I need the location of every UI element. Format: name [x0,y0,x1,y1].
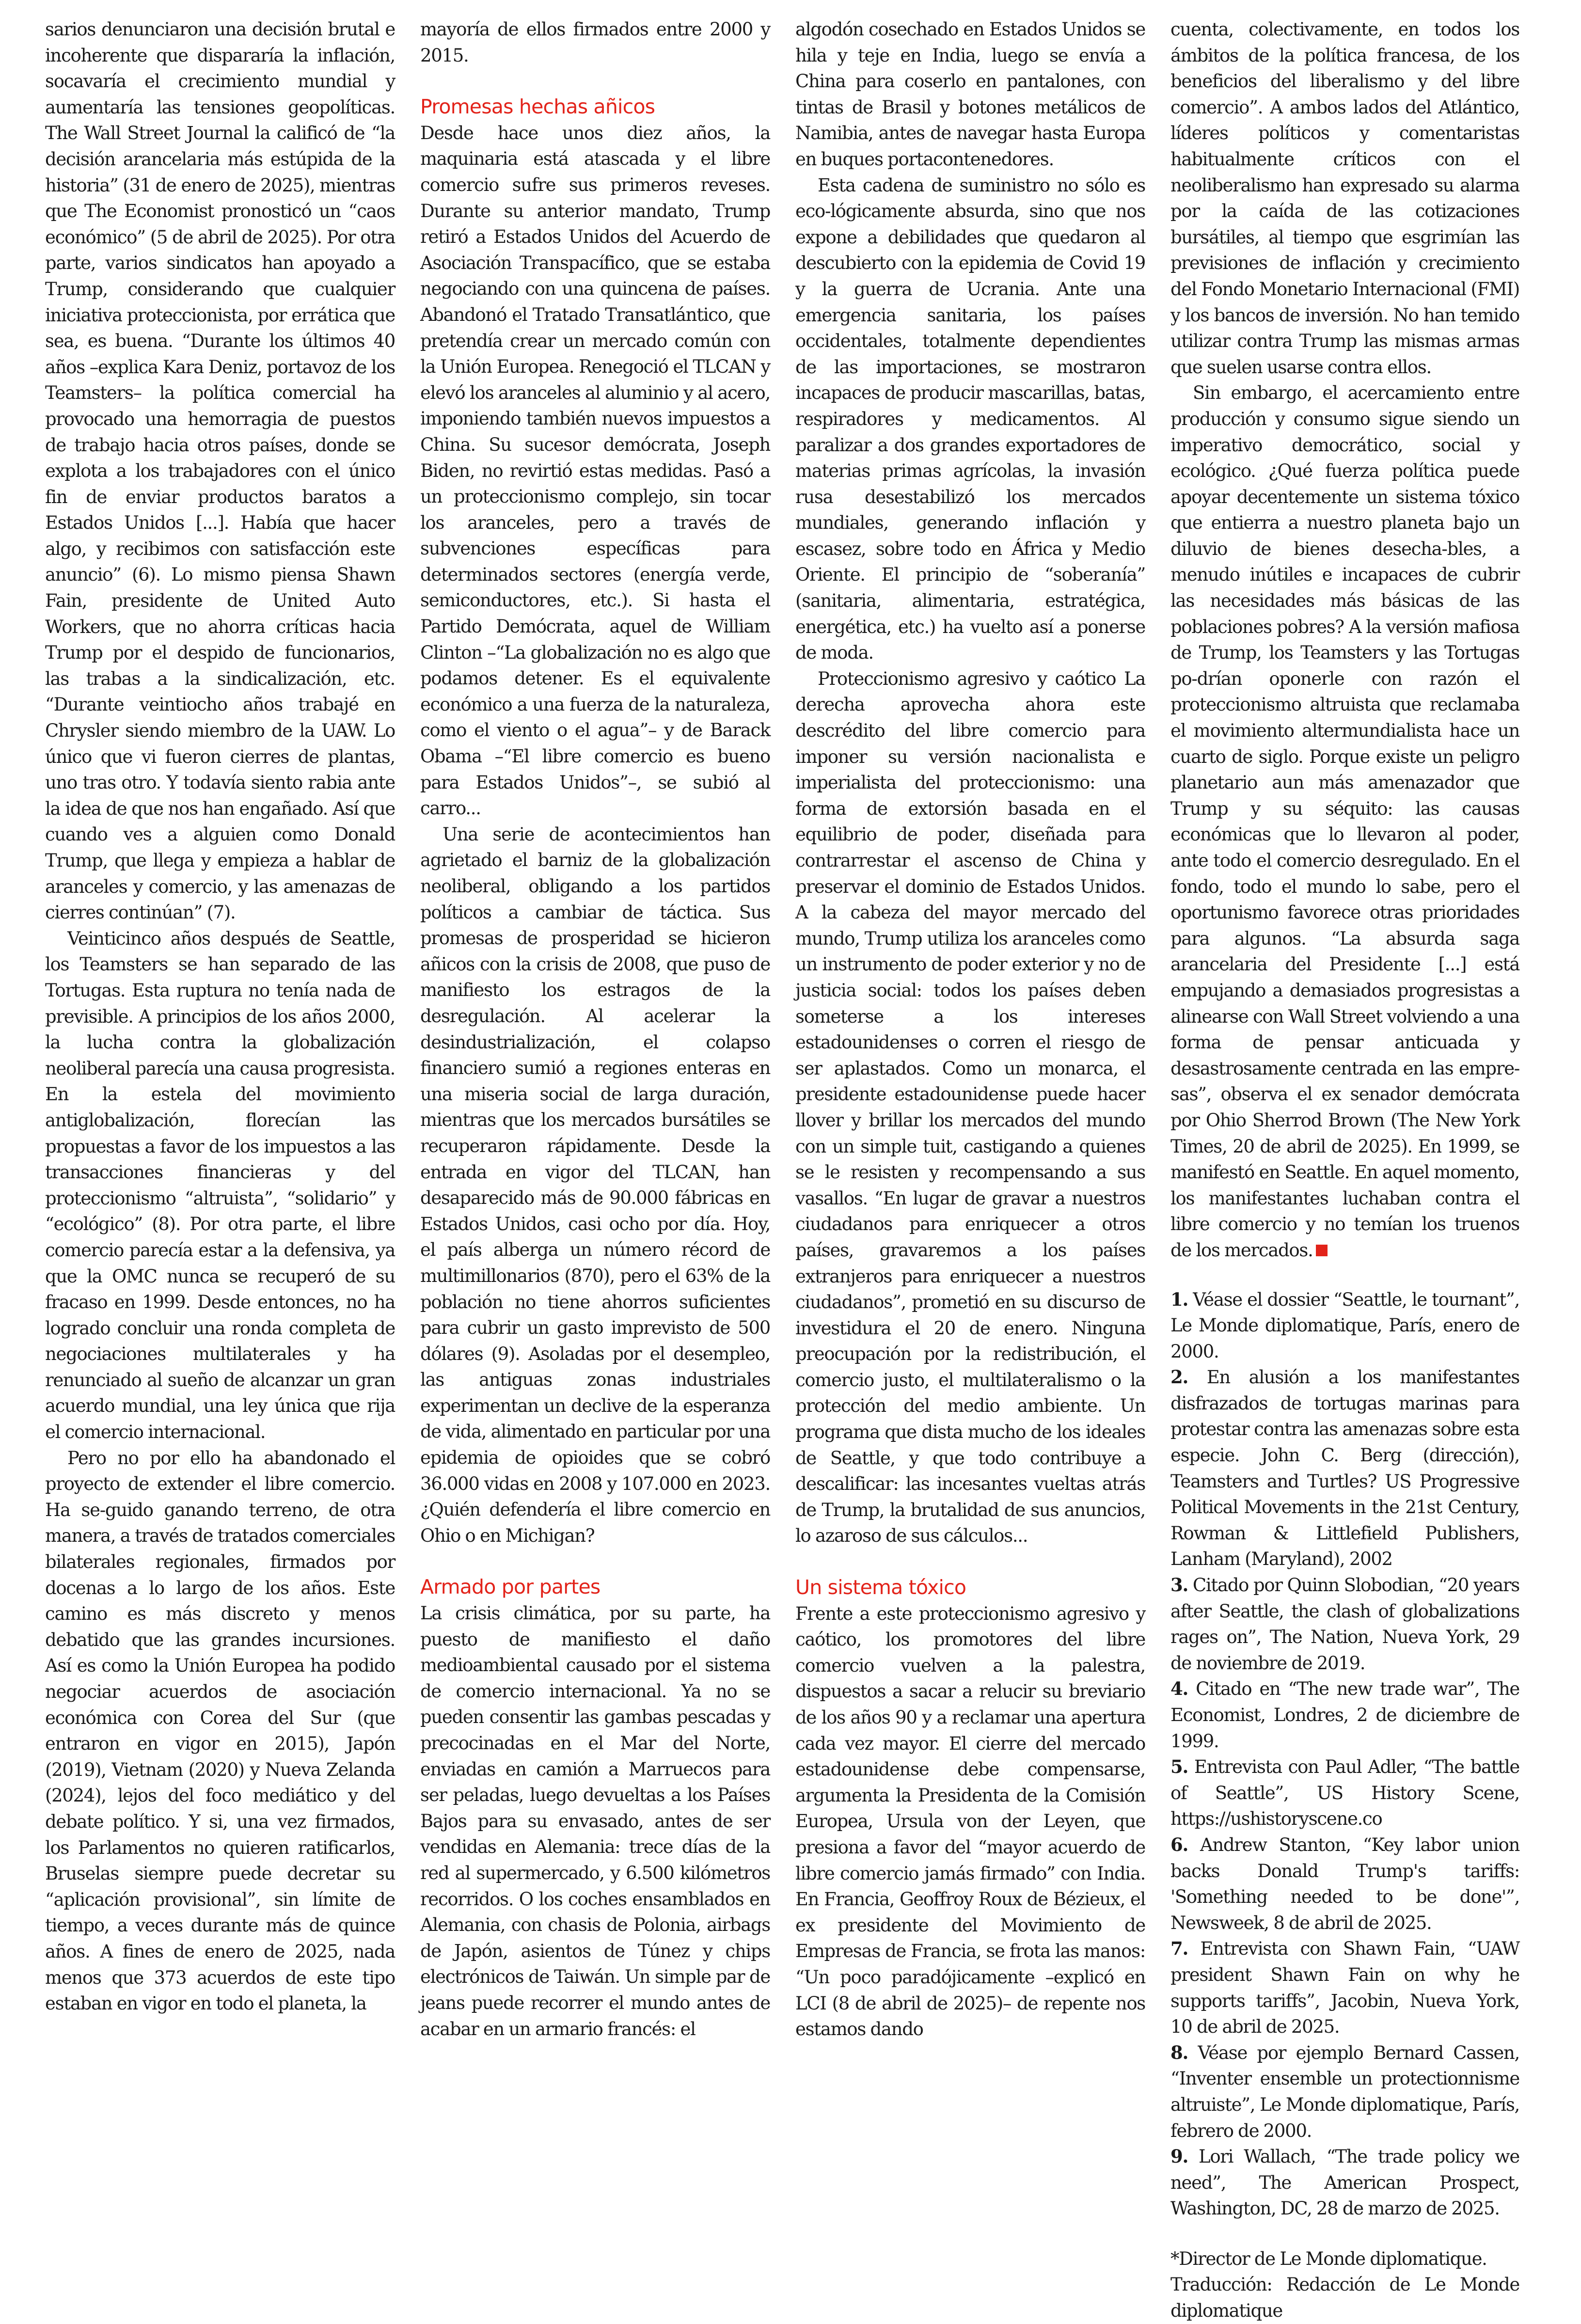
paragraph: cuenta, colectivamente, en todos los ámbitos de la política francesa, de los beneficios del liberalismo y del libre comercio”. A ambos lados del Atlántico, líderes políticos y comentaristas habitualmente críticos con el neoliberalismo han expresado su alarma por la caída de las cotizaciones bursátiles, al tiempo que esgrimían las previsiones de inflación y crecimiento del Fondo Monetario Internacional (FMI) y los bancos de inversión. No han temido utilizar contra Trump las mismas armas que suelen usarse contra ellos. [1170,19,1519,378]
footnote [1170,1676,1519,1754]
footnote-text: En alusión a los manifestantes disfrazados de tortugas marinas para protestar contra las amenazas sobre esta especie. John C. Berg (dirección), Teamsters and Turtles? US Progressive Political Movements in the 21st Century, Rowman & Littlefield Publishers, Lanham (Maryland), 2002 [1170,1367,1519,1570]
section-heading: Armado por partes [420,1575,601,1599]
footnote-number: 8. [1170,2041,1188,2063]
footnote-number: 1. [1170,1288,1188,1310]
footnote [1170,1936,1519,2039]
section-heading: Un sistema tóxico [795,1576,966,1599]
paragraph: Esta cadena de suministro no sólo es eco-lógicamente absurda, sino que nos expone a debilidades que quedaron al descubierto con la epidemia de Covid 19 y la guerra de Ucrania. Ante una emergencia sanitaria, los países occidentales, totalmente dependientes de las importaciones, se mostraron incapaces de producir mascarillas, batas, respiradores y medicamentos. Al paralizar a dos grandes exportadores de materias primas agrícolas, la invasión rusa desestabilizó los mercados mundiales, generando inflación y escasez, sobre todo en África y Medio Oriente. El principio de “soberanía” (sanitaria, alimentaria, estratégica, energética, etc.) ha vuelto así a ponerse de moda. [795,174,1145,664]
end-of-article-mark [1316,1245,1328,1256]
footnote-text: Citado por Quinn Slobodian, “20 years after Seattle, the clash of globalizations rages on”, The Nation, Nueva York, 29 de noviembre de 2019. [1170,1575,1519,1674]
paragraph: Pero no por ello ha abandonado el proyecto de extender el libre comercio. Ha se-guido ganando terreno, de otra manera, a través de tratados comerciales bilaterales regionales, firmados por docenas a lo largo de los años. Este camino es más discreto y menos debatido que las grandes incursiones. Así es como la Unión Europea ha podido negociar acuerdos de asociación económica con Corea del Sur (que entraron en vigor en 2015), Japón (2019), Vietnam (2020) y Nueva Zelanda (2024), lejos del foco mediático y del debate político. Y si, una vez firmados, los Parlamentos no quieren ratificarlos, Bruselas siempre puede decretar su “aplicación provisional”, sin límite de tiempo, a veces durante más de quince años. A fines de enero de 2025, nada menos que 373 acuerdos de este tipo estaban en vigor en todo el planeta, la [45,1447,395,2014]
translation-credit: Traducción: Redacción de Le Monde diplomatique [1170,2274,1519,2322]
footnote-number: 4. [1170,1678,1188,1700]
credits [1170,2246,1519,2324]
paragraph-text: Sin embargo, el acercamiento entre producción y consumo sigue siendo un imperativo democrático, social y ecológico. ¿Qué fuerza política puede apoyar decentemente un sistema tóxico que entierra a nuestro planeta bajo un diluvio de bienes desecha-bles, a menudo inútiles e incapaces de cubrir las necesidades más básicas de las poblaciones pobres? A la versión mafiosa de Trump, los Teamsters y las Tortugas po-drían oponerle con razón el proteccionismo altruista que reclamaba el movimiento altermundialista hace un cuarto de siglo. Porque existe un peligro planetario aun más amenazador que Trump y su séquito: las causas económicas que lo llevaron al poder, ante todo el comercio desregulado. En el fondo, todo el mundo lo sabe, pero el oportunismo favorece otras prioridades para algunos. “La absurda saga arancelaria del Presidente [...] está empujando a demasiados progresistas a alinearse con Wall Street volviendo a una forma de pensar anticuada y desastrosamente centrada en las empre-sas”, observa el ex senador demócrata por Ohio Sherrod Brown (The New York Times, 20 de abril de 2025). En 1999, se manifestó en Seattle. En aquel momento, los manifestantes luchaban contra el libre comercio y no temían los truenos de los mercados. [1170,382,1519,1261]
paragraph: Veinticinco años después de Seattle, los Teamsters se han separado de las Tortugas. Esta ruptura no tenía nada de previsible. A principios de los años 2000, la lucha contra la globalización neoliberal parecía una causa progresista. En la estela del movimiento antiglobalización, florecían las propuestas a favor de los impuestos a las transacciones financieras y del proteccionismo “altruista”, “solidario” y “ecológico” (8). Por otra parte, el libre comercio parecía estar a la defensiva, ya que la OMC nunca se recuperó de su fracaso en 1999. Desde entonces, no ha logrado concluir una ronda completa de negociaciones multilaterales y ha renunciado al sueño de alcanzar un gran acuerdo mundial, una ley única que rija el comercio internacional. [45,928,395,1443]
footnote [1170,2144,1519,2222]
footnote-text: Entrevista con Paul Adler, “The battle of Seattle”, US History Scene, https://ushistoryscene.co [1170,1756,1520,1830]
paragraph: mayoría de ellos firmados entre 2000 y 2015. [420,19,770,66]
footnote-number: 6. [1170,1834,1188,1855]
footnote [1170,1832,1519,1936]
footnote-text: Andrew Stanton, “Key labor union backs Donald Trump's tariffs: 'Something needed to be done'”, Newsweek, 8 de abril de 2025. [1170,1834,1519,1933]
footnote [1170,1287,1519,1365]
footnote-number: 9. [1170,2146,1188,2167]
column-4 [1170,16,1520,2322]
footnote-number: 3. [1170,1574,1188,1596]
footnote [1170,1572,1519,1676]
footnote-text: Véase por ejemplo Bernard Cassen, “Inventer ensemble un protectionnisme altruiste”, Le Monde diplomatique, París, febrero de 2000. [1170,2042,1519,2141]
paragraph: Frente a este proteccionismo agresivo y caótico, los promotores del libre comercio vuelven a la palestra, dispuestos a sacar a relucir su breviario de los años 90 y a reclamar una apertura cada vez mayor. El cierre del mercado estadounidense debe compensarse, argumenta la Presidenta de la Comisión Europea, Ursula von der Leyen, que presiona a favor del “mayor acuerdo de libre comercio jamás firmado” con India. En Francia, Geoffroy Roux de Bézieux, el ex presidente del Movimiento de Empresas de Francia, se frota las manos: “Un poco paradójicamente –explicó en LCI (8 de abril de 2025)– de repente nos estamos dando [795,1603,1145,2040]
footnotes [1170,1287,1519,2222]
footnote-number: 5. [1170,1756,1188,1778]
author-credit: *Director de Le Monde diplomatique. [1170,2248,1487,2269]
footnote-text: Entrevista con Shawn Fain, “UAW president Shawn Fain on why he supports tariffs”, Jacobin, Nueva York, 10 de abril de 2025. [1170,1938,1519,2038]
section-heading: Promesas hechas añicos [420,95,655,119]
paragraph: La crisis climática, por su parte, ha puesto de manifiesto el daño medioambiental causado por el sistema de comercio internacional. Ya no se pueden consentir las gambas pescadas y precocinadas en el Mar del Norte, enviadas en camión a Marruecos para ser peladas, luego devueltas a los Países Bajos para su envasado, antes de ser vendidas en Alemania: trece días de la red al supermercado, y 6.500 kilómetros recorridos. O los coches ensamblados en Alemania, con chasis de Polonia, airbags de Japón, asientos de Túnez y chips electrónicos de Taiwán. Un simple par de jeans puede recorrer el mundo antes de acabar en un armario francés: el [420,1603,770,2039]
footnote [1170,1754,1519,1832]
column-3 [795,16,1145,2040]
footnote-text: Citado en “The new trade war”, The Economist, Londres, 2 de diciembre de 1999. [1170,1678,1519,1752]
footnote-number: 7. [1170,1938,1188,1960]
footnote-number: 2. [1170,1366,1188,1388]
paragraph [1170,380,1519,1263]
paragraph: sarios denunciaron una decisión brutal e incoherente que dispararía la inflación, socavaría el crecimiento mundial y aumentaría las tensiones geopolíticas. The Wall Street Journal la calificó de “la decisión arancelaria más estúpida de la historia” (31 de enero de 2025), mientras que The Economist pronosticó un “caos económico” (5 de abril de 2025). Por otra parte, varios sindicatos han apoyado a Trump, considerando que cualquier iniciativa proteccionista, por errática que sea, es buena. “Durante los últimos 40 años –explica Kara Deniz, portavoz de los Teamsters– la política comercial ha provocado una hemorragia de puestos de trabajo hacia otros países, donde se explota a los trabajadores con el único fin de enviar productos baratos a Estados Unidos [...]. Había que hacer algo, y recibimos con satisfacción este anuncio” (6). Lo mismo piensa Shawn Fain, presidente de United Auto Workers, que no ahorra críticas hacia Trump por el despido de funcionarios, las trabas a la sindicalización, etc. “Durante veintiocho años trabajé en Chrysler siendo miembro de la UAW. Lo único que vi fueron cierres de plantas, uno tras otro. Y todavía siento rabia ante la idea de que nos han engañado. Así que cuando ves a alguien como Donald Trump, que llega y empieza a hablar de aranceles y comercio, y las amenazas de cierres continúan” (7). [45,19,395,923]
column-2 [420,16,770,2039]
column-1 [45,16,395,2014]
footnote [1170,2040,1519,2144]
paragraph: algodón cosechado en Estados Unidos se hila y teje en India, luego se envía a China para coserlo en pantalones, con tintas de Brasil y botones metálicos de Namibia, antes de navegar hasta Europa en buques portacontenedores. [795,19,1145,170]
paragraph: Desde hace unos diez años, la maquinaria está atascada y el libre comercio sufre sus primeros reveses. Durante su anterior mandato, Trump retiró a Estados Unidos del Acuerdo de Asociación Transpacífico, que se estaba negociando con una quincena de países. Abandonó el Tratado Transatlántico, que pretendía crear un mercado común con la Unión Europea. Renegoció el TLCAN y elevó los aranceles al aluminio y al acero, imponiendo también nuevos impuestos a China. Su sucesor demócrata, Joseph Biden, no revirtió estas medidas. Pasó a un proteccionismo complejo, sin tocar los aranceles, pero a través de subvenciones específicas para determinados sectores (energía verde, semiconductores, etc.). Si hasta el Partido Demócrata, aquel de William Clinton –“La globalización no es algo que podamos detener. Es el equivalente económico a una fuerza de la naturaleza, como el viento o el agua”– y de Barack Obama –“El libre comercio es bueno para Estados Unidos”–, se subió al carro... [420,122,770,819]
footnote [1170,1364,1519,1572]
paragraph: Proteccionismo agresivo y caótico La derecha aprovecha ahora este descrédito del libre comercio para imponer su versión nacionalista e imperialista del proteccionismo: una forma de extorsión basada en el equilibrio de poder, diseñada para contrarrestar el ascenso de China y preservar el dominio de Estados Unidos. A la cabeza del mayor mercado del mundo, Trump utiliza los aranceles como un instrumento de poder exterior y no de justicia social: todos los países deben someterse a los intereses estadounidenses o corren el riesgo de ser aplastados. Como un monarca, el presidente estadounidense puede hacer llover y brillar los mercados del mundo con un simple tuit, castigando a quienes se le resisten y recompensando a sus vasallos. “En lugar de gravar a nuestros ciudadanos para enriquecer a otros países, gravaremos a los países extranjeros para enriquecer a nuestros ciudadanos”, prometió en su discurso de investidura el 20 de enero. Ninguna preocupación por la redistribución, el comercio justo, el multilateralismo o la protección del medio ambiente. Un programa que dista mucho de los ideales de Seattle, y que todo contribuye a descalificar: las incesantes vueltas atrás de Trump, la brutalidad de sus anuncios, lo azaroso de sus cálculos... [795,668,1145,1547]
footnote-text: Lori Wallach, “The trade policy we need”, The American Prospect, Washington, DC, 28 de marzo de 2025. [1170,2146,1519,2219]
paragraph: Una serie de acontecimientos han agrietado el barniz de la globalización neoliberal, obligando a los partidos políticos a cambiar de táctica. Sus promesas de prosperidad se hicieron añicos con la crisis de 2008, que puso de manifiesto los estragos de la desregulación. Al acelerar la desindustrialización, el colapso financiero sumió a regiones enteras en una miseria social de larga duración, mientras que los mercados bursátiles se recuperaron rápidamente. Desde la entrada en vigor del TLCAN, han desaparecido más de 90.000 fábricas en Estados Unidos, casi ocho por día. Hoy, el país alberga un número récord de multimillonarios (870), pero el 63% de la población no tiene ahorros suficientes para cubrir un gasto imprevisto de 500 dólares (9). Asoladas por el desempleo, las antiguas zonas industriales experimentan un declive de la esperanza de vida, alimentado en particular por una epidemia de opioides que se cobró 36.000 vidas en 2008 y 107.000 en 2023. ¿Quién defendería el libre comercio en Ohio o en Michigan? [420,823,770,1546]
footnote-text: Véase el dossier “Seattle, le tournant”, Le Monde diplomatique, París, enero de 2000. [1170,1289,1519,1362]
